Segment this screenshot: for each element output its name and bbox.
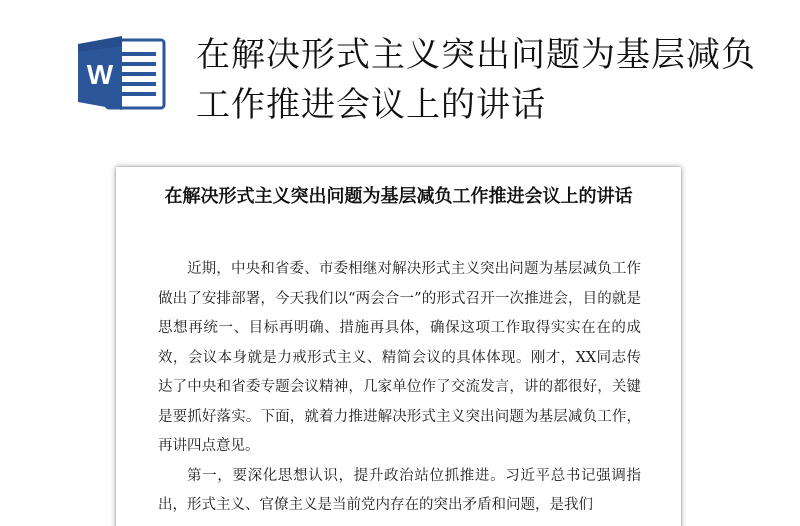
word-document-icon [76, 34, 166, 112]
word-icon-letter: W [86, 59, 114, 90]
document-page-preview [116, 167, 681, 526]
banner-title: 在解决形式主义突出问题为基层减负工作推进会议上的讲话 [196, 35, 756, 125]
document-title: 在解决形式主义突出问题为基层减负工作推进会议上的讲话 [164, 186, 633, 207]
header-banner [0, 0, 800, 150]
paragraph: 近期，中央和省委、市委相继对解决形式主义突出问题为基层减负工作做出了安排部署，今天我们以“两会合一”的形式召开一次推进会，目的就是思想再统一、目标再明确、措施再具体，确保这项工作取得实实在在的成效，会议本身就是力戒形式主义、精简会议的具体体现。刚才，XX同志传达了中央和省委专题会议精神，几家单位作了交流发言，讲的都很好，关键是要抓好落实。下面，就着力推进解决形式主义突出问题为基层减负工作，再讲四点意见。 [158, 261, 641, 454]
document-body [158, 255, 641, 521]
paragraph: 第一，要深化思想认识，提升政治站位抓推进。习近平总书记强调指出，形式主义、官僚主义是当前党内存在的突出矛盾和问题，是我们 [158, 467, 641, 513]
